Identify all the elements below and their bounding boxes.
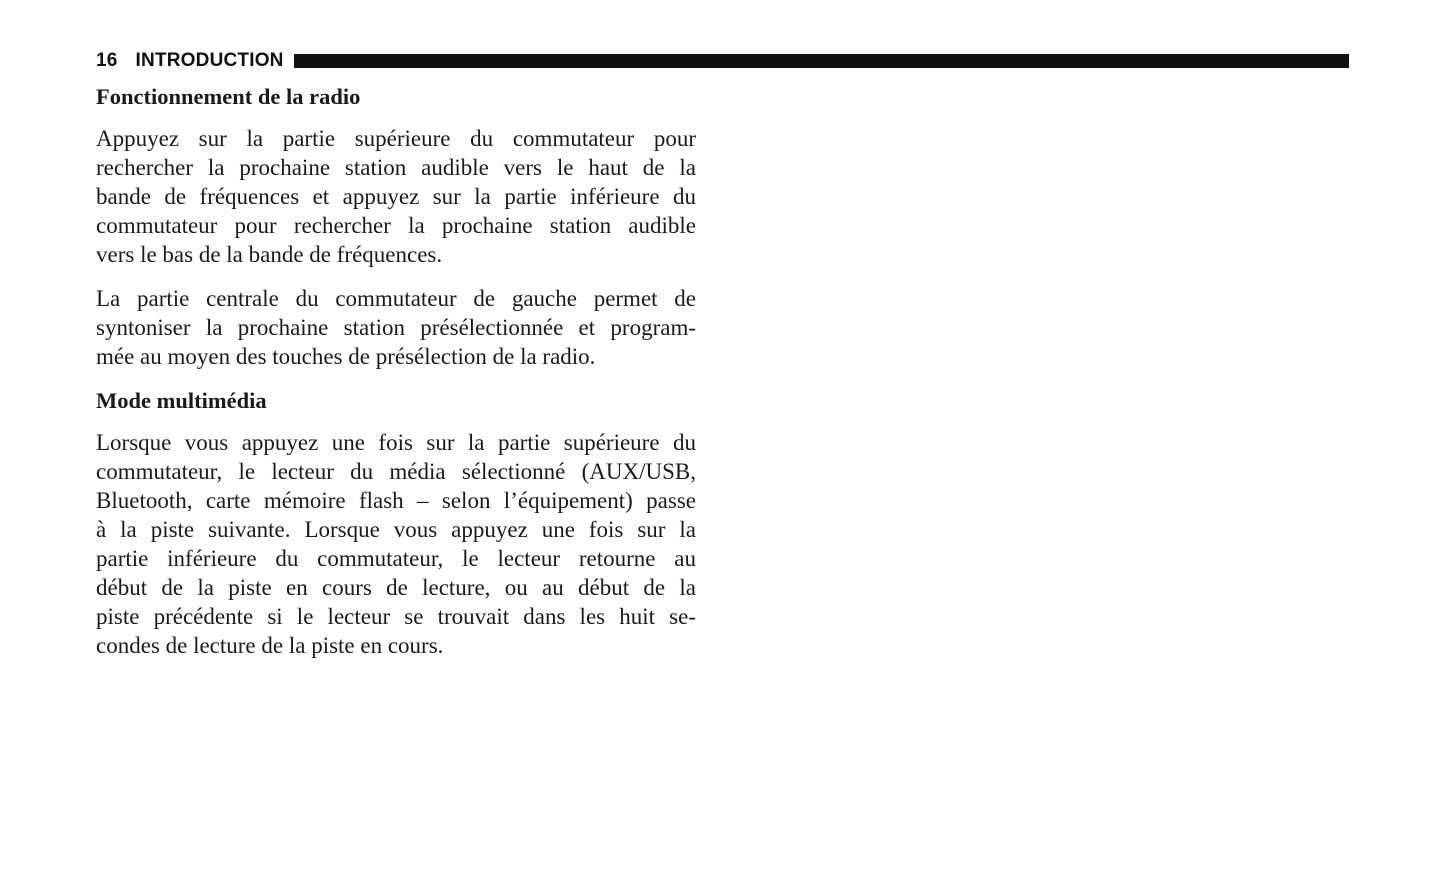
text-line: Lorsque vous appuyez une fois sur la partie supérieure du bbox=[96, 430, 696, 455]
text-line: Bluetooth, carte mémoire flash – selon l’équipement) passe bbox=[96, 488, 696, 513]
text-line: début de la piste en cours de lecture, ou au début de la bbox=[96, 575, 696, 600]
paragraph bbox=[96, 428, 696, 660]
header-rule bbox=[294, 54, 1349, 68]
text-line: Appuyez sur la partie supérieure du commutateur pour bbox=[96, 126, 696, 151]
page-body bbox=[96, 82, 696, 675]
text-line: piste précédente si le lecteur se trouvait dans les huit se- bbox=[96, 604, 696, 629]
text-line: à la piste suivante. Lorsque vous appuyez une fois sur la bbox=[96, 517, 696, 542]
text-line: syntoniser la prochaine station présélectionnée et program- bbox=[96, 315, 696, 340]
section-title: INTRODUCTION bbox=[135, 50, 284, 71]
section-heading-multimedia: Mode multimédia bbox=[96, 388, 267, 413]
paragraph bbox=[96, 124, 696, 269]
paragraph bbox=[96, 284, 696, 371]
section-heading-radio: Fonctionnement de la radio bbox=[96, 84, 361, 109]
text-line: partie inférieure du commutateur, le lecteur retourne au bbox=[96, 546, 696, 571]
text-line: bande de fréquences et appuyez sur la partie inférieure du bbox=[96, 184, 696, 209]
page-header bbox=[96, 49, 1349, 73]
text-line: rechercher la prochaine station audible vers le haut de la bbox=[96, 155, 696, 180]
page-number: 16 bbox=[96, 50, 118, 71]
text-line: La partie centrale du commutateur de gauche permet de bbox=[96, 286, 696, 311]
text-line: commutateur, le lecteur du média sélectionné (AUX/USB, bbox=[96, 459, 696, 484]
text-line: mée au moyen des touches de présélection de la radio. bbox=[96, 344, 596, 369]
text-line: condes de lecture de la piste en cours. bbox=[96, 633, 444, 658]
text-line: vers le bas de la bande de fréquences. bbox=[96, 242, 443, 267]
text-line: commutateur pour rechercher la prochaine station audible bbox=[96, 213, 696, 238]
